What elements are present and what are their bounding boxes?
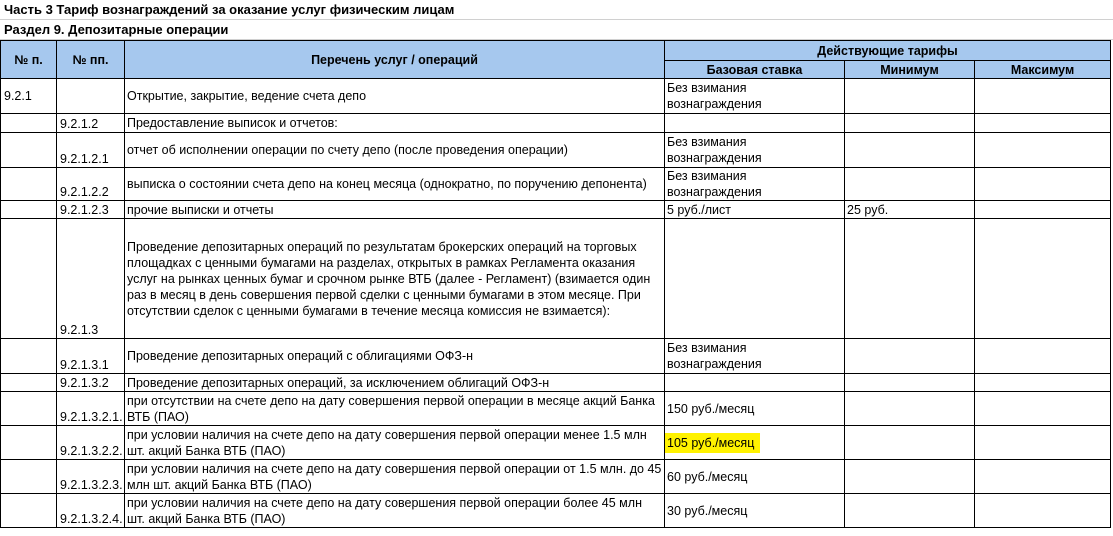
table-row	[1, 79, 1111, 114]
cell-base-rate	[665, 114, 845, 133]
cell-service: при условии наличия на счете депо на дату совершения первой операции менее 1.5 млн шт. акций Банка ВТБ (ПАО)	[125, 426, 665, 460]
table-row	[1, 219, 1111, 339]
cell-service: выписка о состоянии счета депо на конец месяца (однократно, по поручению депонента)	[125, 168, 665, 201]
cell-min: 25 руб.	[845, 201, 975, 219]
cell-base-rate: Без взимания вознаграждения	[665, 79, 845, 114]
cell-max	[975, 426, 1111, 460]
table-row	[1, 114, 1111, 133]
cell-base-rate: 30 руб./месяц	[665, 494, 845, 528]
cell-service: Открытие, закрытие, ведение счета депо	[125, 79, 665, 114]
table-row	[1, 426, 1111, 460]
cell-service: Предоставление выписок и отчетов:	[125, 114, 665, 133]
cell-max	[975, 133, 1111, 168]
cell-service: при условии наличия на счете депо на дату совершения первой операции от 1.5 млн. до 45 млн шт. акций Банка ВТБ (ПАО)	[125, 460, 665, 494]
header-minimum: Минимум	[845, 61, 975, 79]
cell-base-rate: 150 руб./месяц	[665, 392, 845, 426]
cell-pp	[57, 79, 125, 114]
cell-pp: 9.2.1.3.2.1.	[57, 392, 125, 426]
cell-service: при отсутствии на счете депо на дату совершения первой операции в месяце акций Банка ВТБ (ПАО)	[125, 392, 665, 426]
header-no-pp: № пп.	[57, 41, 125, 79]
cell-max	[975, 201, 1111, 219]
cell-max	[975, 114, 1111, 133]
cell-service: прочие выписки и отчеты	[125, 201, 665, 219]
header-base-rate: Базовая ставка	[665, 61, 845, 79]
cell-base-rate	[665, 426, 845, 460]
table-row	[1, 339, 1111, 374]
part-title: Часть 3 Тариф вознаграждений за оказание услуг физическим лицам	[0, 0, 1113, 20]
cell-service: Проведение депозитарных операций, за исключением облигаций ОФЗ-н	[125, 374, 665, 392]
table-row	[1, 392, 1111, 426]
cell-service: Проведение депозитарных операций с облигациями ОФЗ-н	[125, 339, 665, 374]
cell-no	[1, 460, 57, 494]
cell-min	[845, 133, 975, 168]
cell-no	[1, 168, 57, 201]
table-row	[1, 460, 1111, 494]
cell-min	[845, 460, 975, 494]
cell-max	[975, 374, 1111, 392]
cell-pp: 9.2.1.3.2	[57, 374, 125, 392]
cell-no	[1, 339, 57, 374]
cell-pp: 9.2.1.2.2	[57, 168, 125, 201]
cell-pp: 9.2.1.2	[57, 114, 125, 133]
cell-max	[975, 219, 1111, 339]
section-title: Раздел 9. Депозитарные операции	[0, 20, 1113, 40]
header-no: № п.	[1, 41, 57, 79]
cell-pp: 9.2.1.2.1	[57, 133, 125, 168]
cell-base-rate: Без взимания вознаграждения	[665, 133, 845, 168]
cell-min	[845, 114, 975, 133]
cell-no	[1, 494, 57, 528]
cell-no	[1, 219, 57, 339]
cell-max	[975, 339, 1111, 374]
cell-min	[845, 374, 975, 392]
cell-no	[1, 201, 57, 219]
cell-pp: 9.2.1.3.1	[57, 339, 125, 374]
cell-max	[975, 168, 1111, 201]
cell-max	[975, 460, 1111, 494]
cell-base-rate: Без взимания вознаграждения	[665, 168, 845, 201]
table-row	[1, 168, 1111, 201]
tariff-table	[0, 40, 1111, 528]
header-services: Перечень услуг / операций	[125, 41, 665, 79]
header-tariffs: Действующие тарифы	[665, 41, 1111, 61]
cell-min	[845, 79, 975, 114]
cell-no: 9.2.1	[1, 79, 57, 114]
cell-min	[845, 392, 975, 426]
cell-min	[845, 168, 975, 201]
cell-min	[845, 219, 975, 339]
cell-pp: 9.2.1.3.2.2.	[57, 426, 125, 460]
header-maximum: Максимум	[975, 61, 1111, 79]
cell-no	[1, 114, 57, 133]
cell-no	[1, 426, 57, 460]
cell-min	[845, 426, 975, 460]
cell-service: при условии наличия на счете депо на дату совершения первой операции более 45 млн шт. акций Банка ВТБ (ПАО)	[125, 494, 665, 528]
cell-max	[975, 494, 1111, 528]
table-row	[1, 374, 1111, 392]
cell-min	[845, 339, 975, 374]
cell-service: отчет об исполнении операции по счету депо (после проведения операции)	[125, 133, 665, 168]
cell-pp: 9.2.1.3.2.4.	[57, 494, 125, 528]
cell-no	[1, 374, 57, 392]
table-row	[1, 133, 1111, 168]
cell-max	[975, 79, 1111, 114]
cell-min	[845, 494, 975, 528]
cell-no	[1, 133, 57, 168]
cell-service: Проведение депозитарных операций по результатам брокерских операций на торговых площадках с ценными бумагами на разделах, открытых в рамках Регламента оказания услуг на рынках ценных бумаг и срочном рынке ВТБ (далее - Регламент) (взимается один раз в месяц в день совершения первой сделки с ценными бумагами в этом месяце. При отсутствии сделок с ценными бумагами в течение месяца комиссия не взимается):	[125, 219, 665, 339]
cell-base-rate	[665, 374, 845, 392]
highlighted-rate: 105 руб./месяц	[665, 433, 760, 453]
cell-pp: 9.2.1.3	[57, 219, 125, 339]
table-row	[1, 201, 1111, 219]
cell-pp: 9.2.1.2.3	[57, 201, 125, 219]
cell-no	[1, 392, 57, 426]
cell-base-rate: 60 руб./месяц	[665, 460, 845, 494]
cell-base-rate	[665, 219, 845, 339]
cell-base-rate: Без взимания вознаграждения	[665, 339, 845, 374]
cell-base-rate: 5 руб./лист	[665, 201, 845, 219]
cell-pp: 9.2.1.3.2.3.	[57, 460, 125, 494]
table-row	[1, 494, 1111, 528]
cell-max	[975, 392, 1111, 426]
